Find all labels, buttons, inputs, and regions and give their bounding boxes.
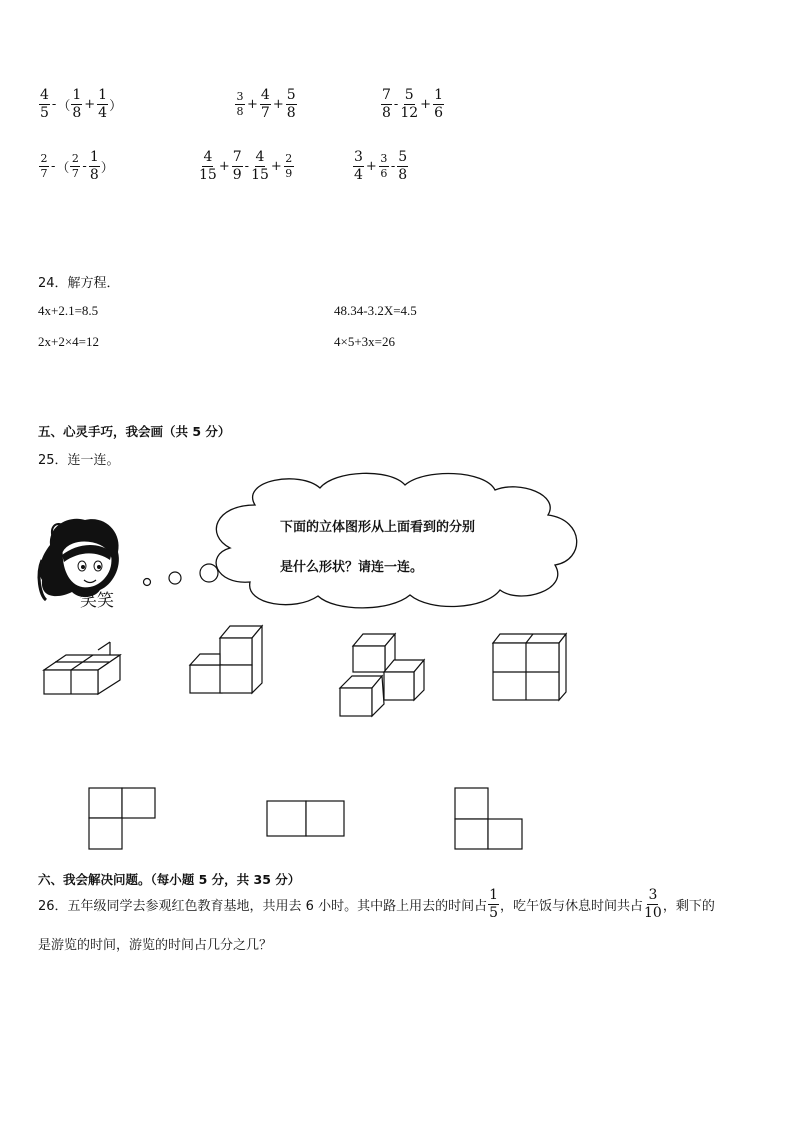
fraction: $\frac{5}{8}$ [398, 149, 408, 183]
top-view-shape-3 [455, 788, 522, 849]
fraction: $\frac{2}{7}$ [71, 152, 79, 180]
calc-expression-5: $\frac{4}{15}$ + $\frac{7}{9}$ - $\frac{4}{15}$ + $\frac{2}{9}$ [199, 149, 293, 183]
fraction: $\frac{5}{12}$ [400, 87, 419, 121]
q26-text-part-3: ，剩下的 [662, 898, 715, 914]
fraction: $\frac{1}{6}$ [434, 87, 443, 121]
fraction: $\frac{5}{8}$ [286, 87, 296, 121]
section-6-heading: 六、我会解决问题。（每小题 5 分，共 35 分） [38, 872, 301, 887]
fraction: $\frac{2}{7}$ [40, 152, 48, 180]
fraction: $\frac{7}{8}$ [382, 87, 391, 121]
fraction: $\frac{4}{15}$ [251, 149, 269, 183]
equation-2: 48.34-3.2X=4.5 [334, 303, 417, 318]
calc-expression-3: $\frac{7}{8}$ - $\frac{5}{12}$ + $\frac{1}{6}$ [382, 87, 443, 121]
fraction: $\frac{7}{9}$ [232, 149, 242, 183]
calc-expression-4: $\frac{2}{7}$ - （ $\frac{2}{7}$ - $\frac{1}{8}$ ） [40, 149, 114, 183]
q25-title: 25．连一连。 [38, 453, 120, 468]
fraction: $\frac{3}{8}$ [236, 90, 244, 118]
fraction: $\frac{4}{5}$ [40, 87, 49, 121]
top-view-shape-1 [89, 788, 155, 849]
fraction: $\frac{1}{8}$ [89, 149, 99, 183]
equation-1: 4x+2.1=8.5 [38, 303, 99, 318]
fraction: $\frac{3}{4}$ [354, 149, 363, 183]
fraction: $\frac{4}{7}$ [260, 87, 270, 121]
calc-expression-6: $\frac{3}{4}$ + $\frac{3}{6}$ - $\frac{5}{8}$ [354, 149, 408, 183]
fraction: $\frac{1}{4}$ [98, 87, 108, 121]
fraction: $\frac{1}{8}$ [72, 87, 82, 121]
girl-label: 笑笑 [80, 591, 114, 611]
bubble-text-line-2: 是什么形状？请连一连。 [280, 560, 424, 575]
bubble-text-line-1: 下面的立体图形从上面看到的分别 [280, 520, 476, 535]
equation-3: 2x+2×4=12 [38, 334, 99, 349]
top-view-shape-2 [267, 801, 344, 836]
fraction-three-tenths: $\frac{3}{10}$ [644, 887, 662, 921]
equation-4: 4×5+3x=26 [334, 334, 395, 349]
calc-expression-2: $\frac{3}{8}$ + $\frac{4}{7}$ + $\frac{5}{8}$ [236, 87, 296, 121]
fraction: $\frac{4}{15}$ [199, 149, 217, 183]
q26-text-part-2: ，吃午饭与休息时间共占 [500, 898, 644, 914]
q26-text-part-1: 26．五年级同学去参观红色教育基地，共用去 6 小时。其中路上用去的时间占 [38, 898, 488, 914]
fraction: $\frac{3}{6}$ [380, 152, 388, 180]
q26-line-1 [38, 888, 715, 920]
section-5-heading: 五、心灵手巧，我会画（共 5 分） [38, 424, 231, 439]
fraction-one-fifth: $\frac{1}{5}$ [489, 887, 498, 921]
calc-expression-1: $\frac{4}{5}$ - （ $\frac{1}{8}$ + $\frac{1}{4}$ ） [40, 87, 123, 121]
q26-line-2: 是游览的时间，游览的时间占几分之几？ [38, 938, 273, 953]
fraction: $\frac{2}{9}$ [285, 152, 293, 180]
q24-title: 24．解方程． [38, 276, 120, 291]
